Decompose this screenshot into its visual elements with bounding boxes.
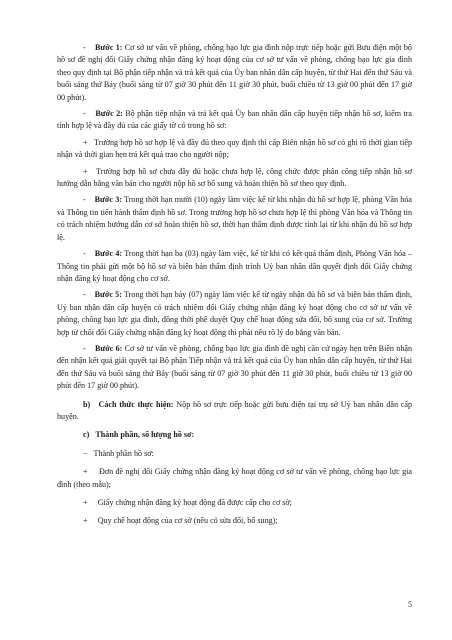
paragraph-step-6: - Bước 6: Cơ sở tư vấn về phòng, chống bạo lực gia đình đề nghị căn cứ ngày hẹn trên Biên nhận đến nhận kết quả giải quyết tại Bộ phận Tiếp nhận và trả kết quả của Ủy ban nhân dân cấp huyện, từ thứ Hai đến thứ Sáu và buổi sáng thứ Bảy (buổi sáng từ 07 giờ 30 phút đến 11 giờ 30 phút, buổi chiều từ 13 giờ 00 phút đến 17 giờ 00 phút). bbox=[57, 343, 413, 391]
paragraph-documents-components: − Thành phần hồ sơ: bbox=[83, 448, 154, 458]
paragraph-step-4: - Bước 4: Trong thời hạn ba (03) ngày làm việc, kể từ khi có kết quả thẩm định, Phòng Văn hóa – Thông tin phải gửi một bộ hồ sơ và biên bản thẩm định trình Uỷ ban nhân dân quyết định đổi Giấy chứng nhận đăng ký hoạt động cho cơ sở. bbox=[57, 249, 412, 283]
paragraph-step-2-invalid: + Trường hợp hồ sơ chưa đầy đủ hoặc chưa hợp lệ, công chức được phân công tiếp nhận hồ sơ hướng dẫn bằng văn bản cho người nộp hồ sơ bổ sung và hoàn thiện hồ sơ theo quy định. bbox=[57, 166, 413, 189]
paragraph-step-3: - Bước 3: Trong thời hạn mười (10) ngày làm việc kể từ khi nhận đủ hồ sơ hợp lệ, phòng Văn hóa và Thông tin tiến hành thẩm định hồ sơ. Trong trường hợp hồ sơ chưa hợp lệ thì phòng Văn hóa và Thông tin có trách nhiệm hướng dẫn cơ sở hoàn thiện hồ sơ, thời hạn thẩm định được tính lại từ khi nhận đủ hồ sơ hợp lệ. bbox=[57, 195, 412, 242]
paragraph-step-2: - Bước 2: Bộ phận tiếp nhận và trả kết quả Ủy ban nhân dân cấp huyện tiếp nhận hồ sơ, kiểm tra tính hợp lệ và đầy đủ của các giấy tờ có trong hồ sơ: bbox=[57, 109, 412, 131]
paragraph-step-5: - Bước 5: Trong thời hạn bảy (07) ngày làm việc kể từ ngày nhận đủ hồ sơ và biên bản thẩm định, Uỷ ban nhân dân cấp huyện có trách nhiệm đổi Giấy chứng nhận đăng ký hoạt động cho cơ sở tư vấn về phòng, chống bạo lực gia đình, đồng thời phê duyệt Quy chế hoạt động sửa đổi, bổ sung của cơ sở. Trường hợp từ chối đổi Giấy chứng nhận đăng ký hoạt động thì phải nêu rõ lý do bằng văn bản. bbox=[57, 290, 412, 337]
paragraph-doc-application: + Đơn đề nghị đổi Giấy chứng nhận đăng ký hoạt động cơ sở tư vấn về phòng, chống bạo lực gia đình (theo mẫu); bbox=[57, 467, 412, 489]
paragraph-step-2-valid: + Trường hợp hồ sơ hợp lệ và đầy đủ theo quy định thì cấp Biên nhận hồ sơ có ghi rõ thời gian tiếp nhận và thời gian hẹn trả kết quả trao cho người nộp; bbox=[57, 137, 413, 160]
paragraph-doc-regulation: + Quy chế hoạt động của cơ sở (nếu có sửa đổi, bổ sung); bbox=[83, 516, 278, 526]
document-body bbox=[57, 42, 412, 528]
paragraph-documents-heading: c) Thành phần, số lượng hồ sơ: bbox=[83, 430, 195, 440]
page-number: 5 bbox=[408, 600, 412, 609]
paragraph-doc-certificate: + Giấy chứng nhận đăng ký hoạt động đã được cấp cho cơ sở; bbox=[83, 498, 292, 507]
paragraph-method: b) Cách thức thực hiện: Nộp hồ sơ trực tiếp hoặc gửi bưu điện tại trụ sở Uỷ ban nhân dân cấp huyện. bbox=[57, 399, 412, 421]
paragraph-step-1: - Bước 1: Cơ sở tư vấn về phòng, chống bạo lực gia đình nộp trực tiếp hoặc gửi Bưu điện một bộ hồ sơ đề nghị đổi Giấy chứng nhận đăng ký hoạt động của cơ sở tư vấn về phòng, chống bạo lực gia đình theo quy định tại Bộ phận tiếp nhận và trả kết quả của Ủy ban nhân dân cấp huyện, từ thứ Hai đến thứ Sáu và buổi sáng thứ Bảy (buổi sáng từ 07 giờ 30 phút đến 11 giờ 30 phút, buổi chiều từ 13 giờ 00 phút đến 17 giờ 00 phút). bbox=[57, 43, 412, 102]
